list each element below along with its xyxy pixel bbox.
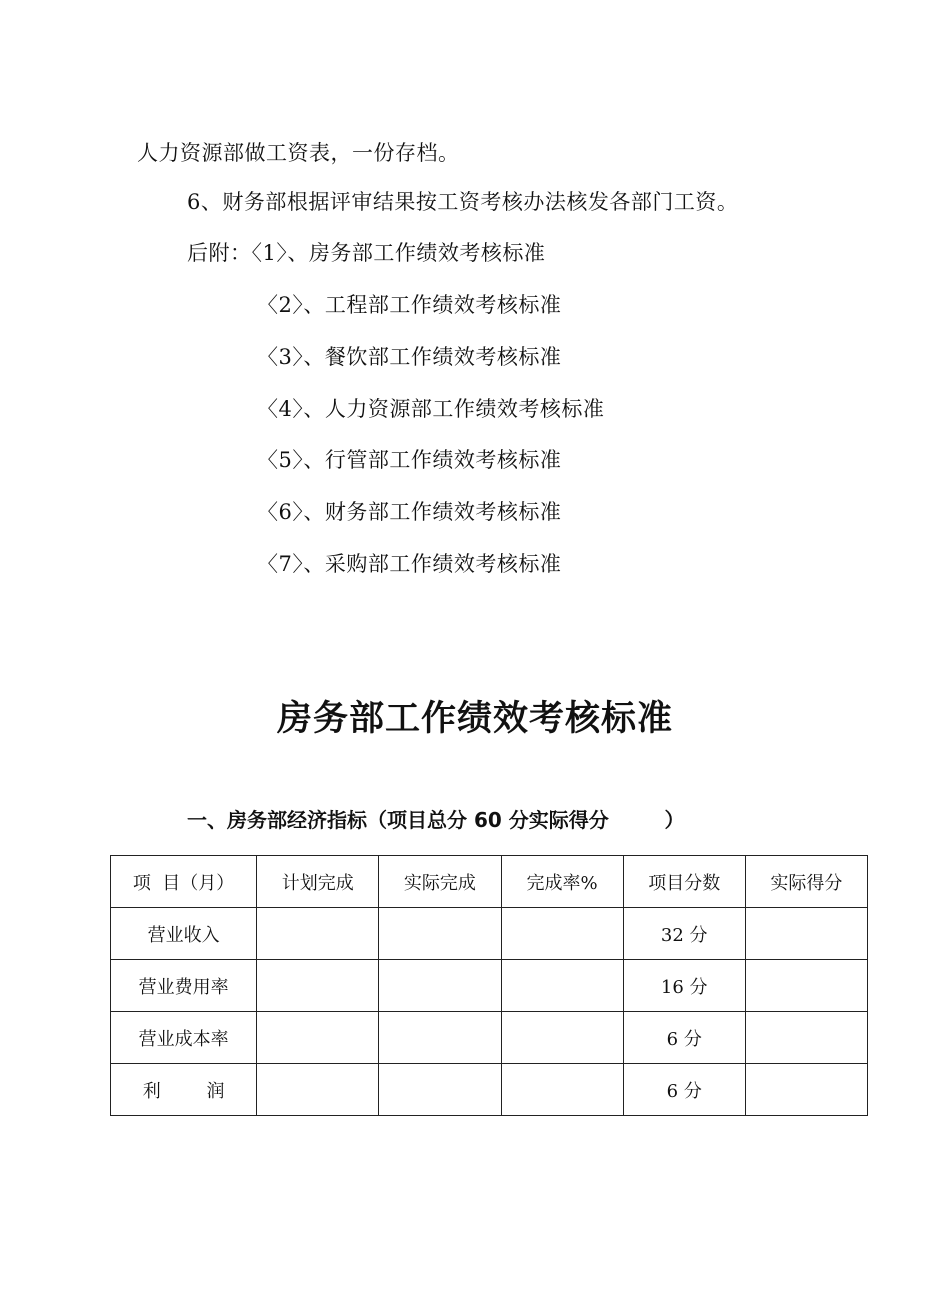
table-cell <box>745 1012 867 1064</box>
table-header-cell: 实际得分 <box>745 856 867 908</box>
table-cell-item: 营业费用率 <box>111 960 257 1012</box>
table-cell <box>379 908 501 960</box>
table-row <box>111 908 868 960</box>
table-row <box>111 1012 868 1064</box>
table-cell <box>501 960 623 1012</box>
table-cell <box>501 1012 623 1064</box>
table-header-cell: 计划完成 <box>257 856 379 908</box>
attachment-item: 〈2〉、工程部工作绩效考核标准 <box>257 293 562 317</box>
table-row <box>111 1064 868 1116</box>
table-cell <box>501 908 623 960</box>
intro-line: 人力资源部做工资表，一份存档。 <box>137 141 460 165</box>
table-cell <box>745 1064 867 1116</box>
attachments-heading: 后附：〈1〉、房务部工作绩效考核标准 <box>187 241 546 265</box>
table-cell-item: 营业收入 <box>111 908 257 960</box>
table-header-cell: 实际完成 <box>379 856 501 908</box>
attachment-item: 〈7〉、采购部工作绩效考核标准 <box>257 552 562 576</box>
table-cell-score: 32 分 <box>623 908 745 960</box>
table-cell <box>379 960 501 1012</box>
document-title: 房务部工作绩效考核标准 <box>276 699 673 739</box>
table-cell <box>257 960 379 1012</box>
table-cell <box>257 1012 379 1064</box>
attachment-item: 〈5〉、行管部工作绩效考核标准 <box>257 448 562 472</box>
section-heading: 一、房务部经济指标（项目总分 60 分实际得分 ） <box>187 808 685 832</box>
table-header-row <box>111 856 868 908</box>
table-cell <box>379 1064 501 1116</box>
table-row <box>111 960 868 1012</box>
table-cell <box>379 1012 501 1064</box>
attachment-item: 〈4〉、人力资源部工作绩效考核标准 <box>257 397 605 421</box>
table-cell-score: 6 分 <box>623 1012 745 1064</box>
table-cell <box>501 1064 623 1116</box>
table-cell <box>257 1064 379 1116</box>
table-cell-score: 16 分 <box>623 960 745 1012</box>
table-cell <box>257 908 379 960</box>
table-cell-item: 利 润 <box>111 1064 257 1116</box>
table-cell <box>745 960 867 1012</box>
table-cell <box>745 908 867 960</box>
table-header-cell: 完成率% <box>501 856 623 908</box>
table-header-cell: 项 目（月） <box>111 856 257 908</box>
intro-line: 6、财务部根据评审结果按工资考核办法核发各部门工资。 <box>187 190 739 214</box>
table-header-cell: 项目分数 <box>623 856 745 908</box>
economic-indicators-table <box>110 855 868 1116</box>
table-cell-score: 6 分 <box>623 1064 745 1116</box>
attachment-item: 〈6〉、财务部工作绩效考核标准 <box>257 500 562 524</box>
table-cell-item: 营业成本率 <box>111 1012 257 1064</box>
attachment-item: 〈3〉、餐饮部工作绩效考核标准 <box>257 345 562 369</box>
